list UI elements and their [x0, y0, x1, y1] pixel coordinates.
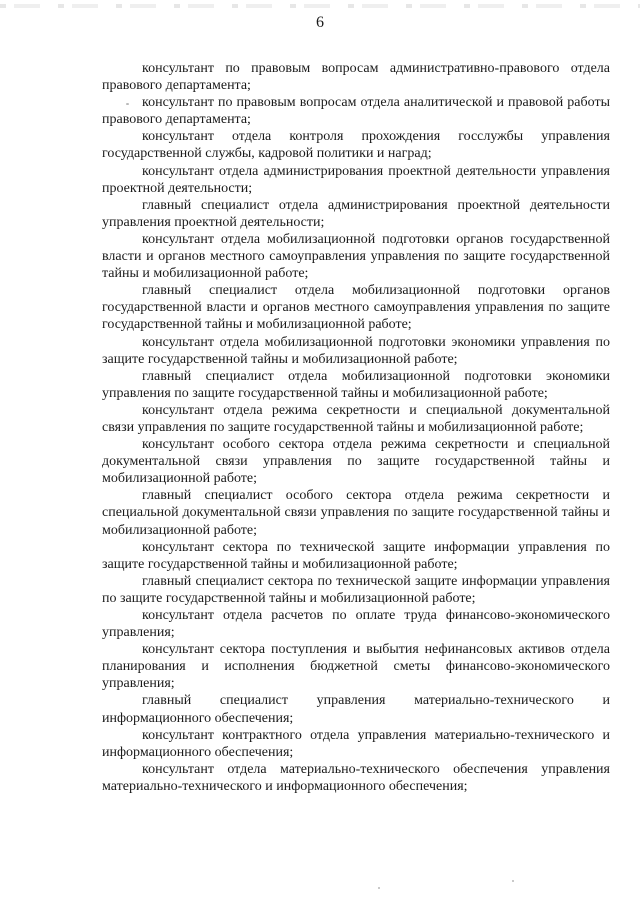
list-item: консультант отдела расчетов по оплате труда финансово-экономического управления;	[102, 608, 610, 641]
document-body	[102, 60, 610, 795]
list-item: консультант по правовым вопросам административно-правового отдела правового департамента;	[102, 61, 610, 94]
list-item: главный специалист отдела мобилизационной подготовки экономики управления по защите государственной тайны и мобилизационной работе;	[102, 368, 610, 401]
list-item: консультант отдела контроля прохождения госслужбы управления государственной службы, кадровой политики и наград;	[102, 129, 610, 162]
list-item: консультант отдела администрирования проектной деятельности управления проектной деятельности;	[102, 163, 610, 196]
list-item: главный специалист управления материально-технического и информационного обеспечения;	[102, 693, 610, 726]
scan-speck	[378, 887, 380, 889]
list-item: главный специалист отдела мобилизационной подготовки органов государственной власти и органов местного самоуправления управления по защите государственной тайны и мобилизационной работе;	[102, 283, 610, 333]
list-item: консультант отдела режима секретности и специальной документальной связи управления по защите государственной тайны и мобилизационной работе;	[102, 402, 610, 435]
list-item: главный специалист особого сектора отдела режима секретности и специальной документальной связи управления по защите государственной тайны и мобилизационной работе;	[102, 488, 610, 538]
list-item: консультант контрактного отдела управления материально-технического и информационного обеспечения;	[102, 727, 610, 760]
scan-artifact-strip	[0, 4, 640, 8]
list-item: консультант особого сектора отдела режима секретности и специальной документальной связи управления по защите государственной тайны и мобилизационной работе;	[102, 437, 610, 487]
list-item: консультант отдела материально-технического обеспечения управления материально-технического и информационного обеспечения;	[102, 761, 610, 794]
scan-speck	[512, 880, 514, 882]
list-item: консультант сектора поступления и выбытия нефинансовых активов отдела планирования и исполнения бюджетной сметы финансово-экономического управления;	[102, 642, 610, 692]
list-item: консультант отдела мобилизационной подготовки органов государственной власти и органов местного самоуправления управления по защите государственной тайны и мобилизационной работе;	[102, 231, 610, 282]
list-item: главный специалист отдела администрирования проектной деятельности управления проектной деятельности;	[102, 197, 610, 230]
list-item: главный специалист сектора по технической защите информации управления по защите государственной тайны и мобилизационной работе;	[102, 573, 610, 606]
list-item: консультант сектора по технической защите информации управления по защите государственной тайны и мобилизационной работе;	[102, 539, 610, 572]
page-number: 6	[316, 14, 324, 31]
scan-speck	[126, 103, 129, 105]
list-item: консультант отдела мобилизационной подготовки экономики управления по защите государственной тайны и мобилизационной работе;	[102, 334, 610, 367]
list-item: консультант по правовым вопросам отдела аналитической и правовой работы правового департамента;	[102, 95, 610, 128]
